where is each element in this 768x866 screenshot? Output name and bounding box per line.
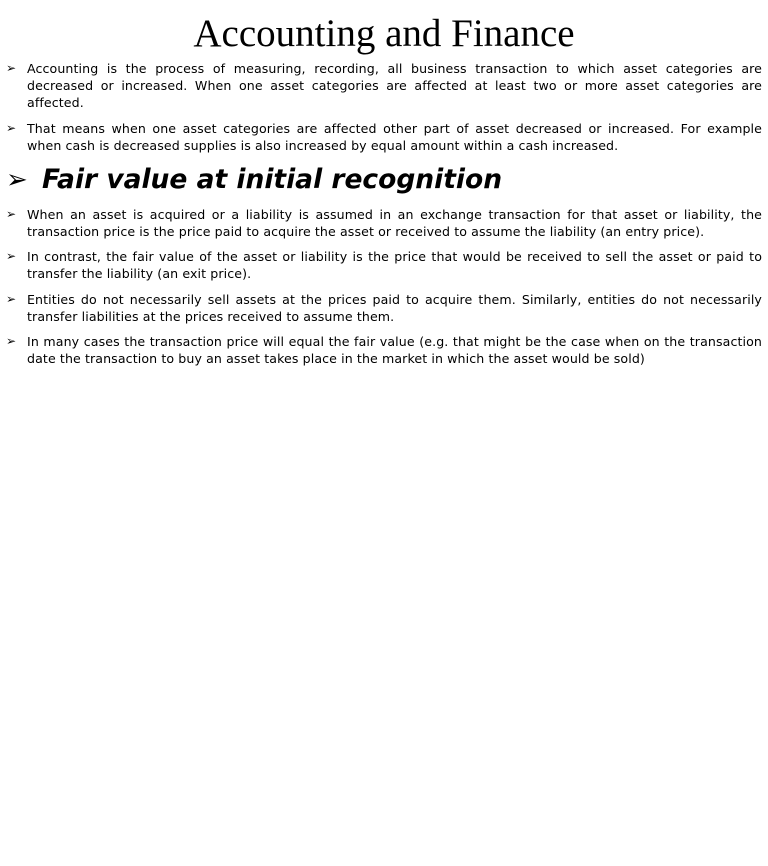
paragraph-text[interactable]: That means when one asset categories are affected other part of asset decreased or increased. For example when cash is decreased supplies is also increased by equal amount within a cash increased. xyxy=(27,121,762,153)
section-heading-text[interactable]: Fair value at initial recognition xyxy=(42,164,503,195)
list-item xyxy=(6,60,762,111)
arrow-bullet-icon: ➢ xyxy=(6,165,28,195)
paragraph-text[interactable]: Accounting is the process of measuring, recording, all business transaction to which asset categories are decreased or increased. When one asset categories are affected at least two or more asset categories are affected. xyxy=(27,61,762,110)
arrow-bullet-icon: ➢ xyxy=(6,61,17,75)
page-title: Accounting and Finance xyxy=(193,12,575,55)
paragraph-text[interactable]: When an asset is acquired or a liability is assumed in an exchange transaction for that asset or liability, the transaction price is the price paid to acquire the asset or received to assume the liability (an entry price). xyxy=(27,207,762,239)
arrow-bullet-icon: ➢ xyxy=(6,249,17,263)
paragraph-text[interactable]: In contrast, the fair value of the asset or liability is the price that would be received to sell the asset or paid to transfer the liability (an exit price). xyxy=(27,249,762,281)
arrow-bullet-icon: ➢ xyxy=(6,121,17,135)
list-item xyxy=(6,120,762,154)
section-heading xyxy=(6,162,762,198)
list-item xyxy=(6,333,762,367)
arrow-bullet-icon: ➢ xyxy=(6,207,17,221)
list-item xyxy=(6,291,762,325)
paragraph-text[interactable]: Entities do not necessarily sell assets at the prices paid to acquire them. Similarly, entities do not necessarily transfer liabilities at the prices received to assume them. xyxy=(27,292,762,324)
arrow-bullet-icon: ➢ xyxy=(6,292,17,306)
list-item xyxy=(6,248,762,282)
paragraph-text[interactable]: In many cases the transaction price will equal the fair value (e.g. that might be the case when on the transaction date the transaction to buy an asset takes place in the market in which the asset would be sold) xyxy=(27,334,762,366)
list-item xyxy=(6,206,762,240)
arrow-bullet-icon: ➢ xyxy=(6,334,17,348)
